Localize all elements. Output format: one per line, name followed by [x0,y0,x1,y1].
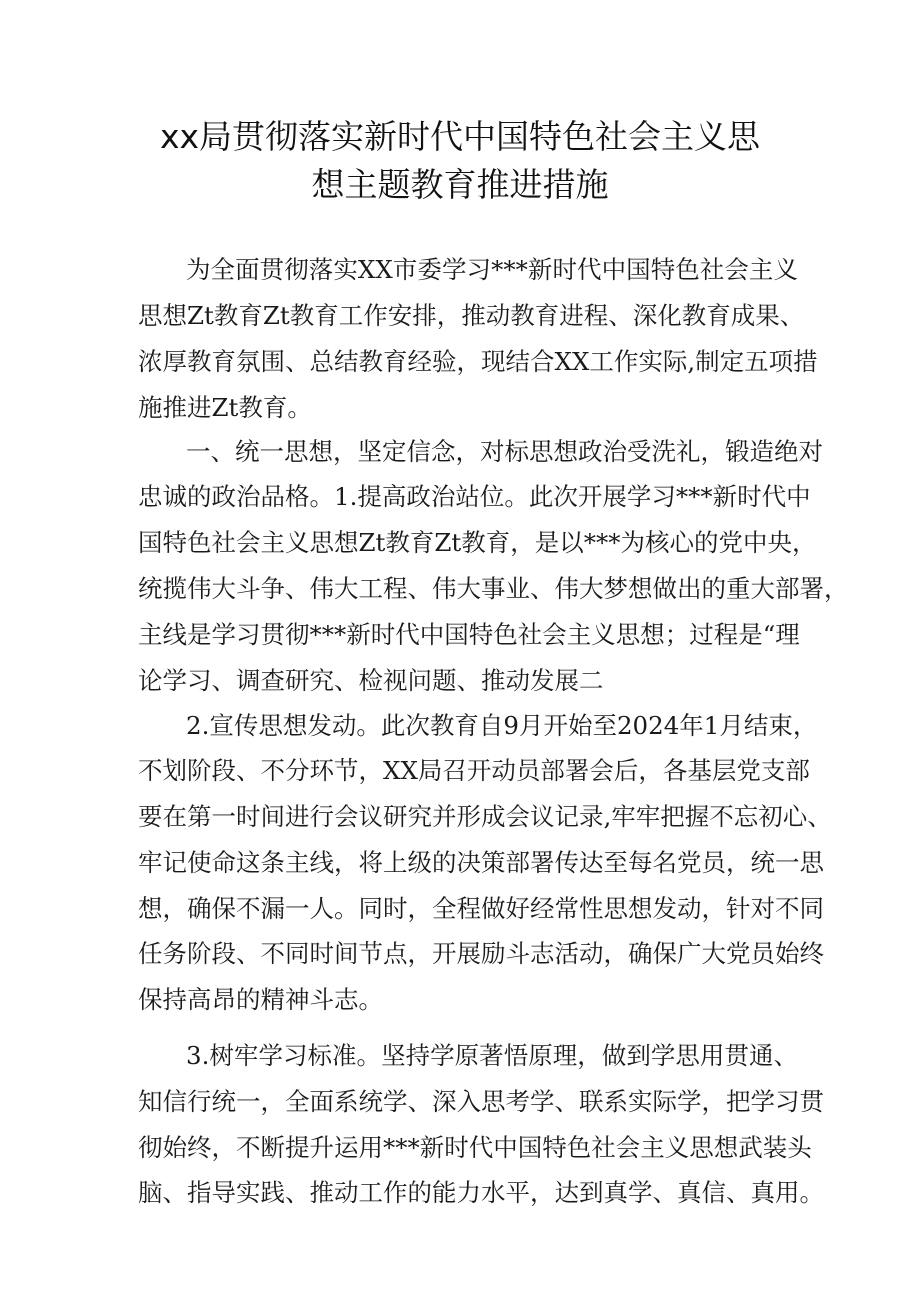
body-line: 主线是学习贯彻***新时代中国特色社会主义思想；过程是“理 [138,620,800,649]
body-line: 浓厚教育氛围、总结教育经验，现结合XX工作实际,制定五项措 [138,347,818,376]
body-line: 任务阶段、不同时间节点，开展励斗志活动，确保广大党员始终 [138,939,824,968]
body-line: 牢记使命这条主线，将上级的决策部署传达至每名党员，统一思 [138,848,824,877]
body-line: 为全面贯彻落实XX市委学习***新时代中国特色社会主义 [186,255,798,284]
body-line: 不划阶段、不分环节，XX局召开动员部署会后，各基层党支部 [138,756,810,785]
body-line: 论学习、调查研究、检视问题、推动发展二 [138,666,604,695]
document-title-line-2: 想主题教育推进措施 [311,165,609,204]
body-line: 2.宣传思想发动。此次教育自9月开始至2024年1月结束， [186,711,818,740]
body-line: 施推进Zt教育。 [138,393,312,422]
body-line: 脑、指导实践、推动工作的能力水平，达到真学、真信、真用。 [138,1178,824,1207]
body-line: 想，确保不漏一人。同时，全程做好经常性思想发动，针对不同 [138,894,824,923]
body-line: 国特色社会主义思想Zt教育Zt教育，是以***为核心的党中央， [138,528,817,557]
body-line: 思想Zt教育Zt教育工作安排，推动教育进程、深化教育成果、 [138,301,805,330]
body-line: 忠诚的政治品格。1.提高政治站位。此次开展学习***新时代中 [138,482,811,511]
document-title-line-1: xx局贯彻落实新时代中国特色社会主义思 [159,117,761,156]
body-line: 知信行统一，全面系统学、深入思考学、联系实际学，把学习贯 [138,1087,824,1116]
body-line: 保持高昂的精神斗志。 [138,985,383,1014]
body-line: 一、统一思想，坚定信念，对标思想政治受洗礼，锻造绝对 [186,437,823,466]
body-line: 3.树牢学习标准。坚持学原著悟原理，做到学思用贯通、 [186,1041,798,1070]
body-line: 统揽伟大斗争、伟大工程、伟大事业、伟大梦想做出的重大部署， [138,574,849,603]
body-line: 彻始终，不断提升运用***新时代中国特色社会主义思想武装头 [138,1133,812,1162]
body-line: 要在第一时间进行会议研究并形成会议记录,牢牢把握不忘初心、 [138,802,832,831]
